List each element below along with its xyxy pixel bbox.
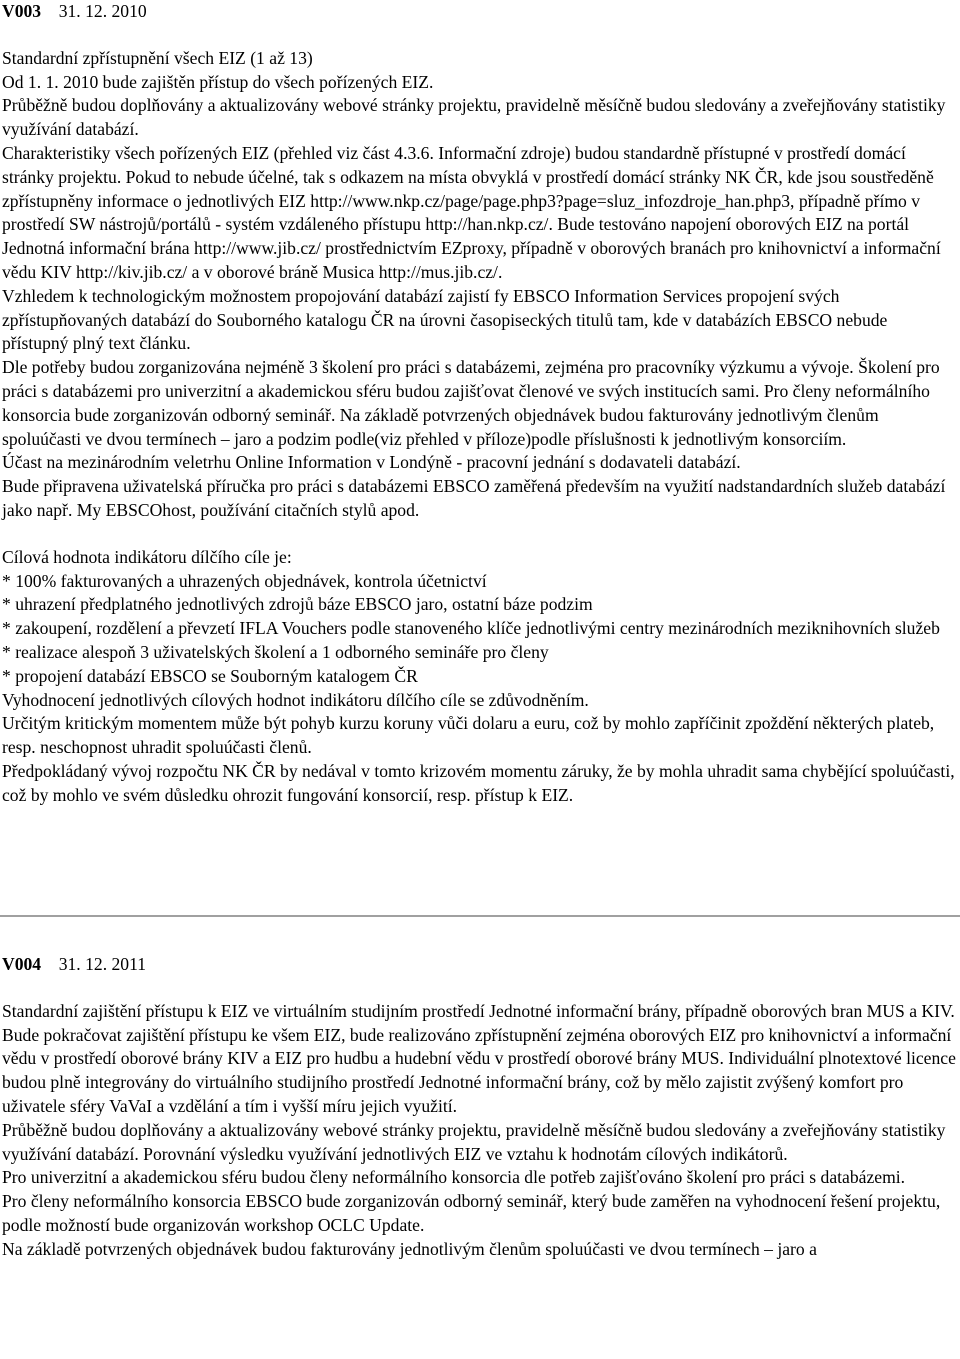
paragraph: Vzhledem k technologickým možnostem propojování databází zajistí fy EBSCO Information Services propojení svých zpřístupňovaných databází do Souborného katalogu ČR na úrovni časopiseckých titulů tam, kde v databázích EBSCO nebude přístupný plný text článku. — [2, 285, 888, 354]
indicator-item: * propojení databází EBSCO se Souborným katalogem ČR — [2, 665, 418, 686]
paragraph-group — [2, 47, 958, 523]
paragraph: Na základě potvrzených objednávek budou fakturovány jednotlivým členům spoluúčasti ve dvou termínech – jaro a — [2, 1238, 817, 1259]
section-date: 31. 12. 2010 — [58, 1, 147, 21]
section-code: V004 — [2, 954, 42, 974]
paragraph: Bude připravena uživatelská příručka pro práci s databázemi EBSCO zaměřená především na využití nadstandardních služeb databází jako např. My EBSCOhost, používání citačních stylů apod. — [2, 476, 946, 520]
indicator-item: * 100% fakturovaných a uhrazených objednávek, kontrola účetnictví — [2, 570, 487, 591]
section-heading — [2, 953, 958, 977]
section-divider — [0, 915, 960, 917]
section-date: 31. 12. 2011 — [58, 954, 147, 974]
paragraph: Účast na mezinárodním veletrhu Online Information v Londýně - pracovní jednání s dodavateli databází. — [2, 452, 741, 473]
paragraph: Určitým kritickým momentem může být pohyb kurzu koruny vůči dolaru a euru, což by mohlo zapříčinit zpoždění některých plateb, resp. neschopnost uhradit spoluúčasti členů. — [2, 713, 935, 758]
paragraph: Bude pokračovat zajištění přístupu ke všem EIZ, bude realizováno zpřístupnění zejména oborových EIZ pro knihovnictví a informační vědu v prostředí oborové brány KIV a EIZ pro hudbu a hudební vědu v prostředí oborové brány MUS. Individuální plnotextové licence budou plně integrovány do virtuálního studijního prostředí Jednotné informační brány, což by mělo zajistit zvýšený komfort pro uživatele sféry VaVaI a vzdělání a tím i vyšší míru jejich využití. — [2, 1024, 956, 1116]
indicator-heading: Cílová hodnota indikátoru dílčího cíle je: — [2, 546, 292, 567]
section-v003 — [2, 0, 958, 808]
indicator-item: * realizace alespoň 3 uživatelských školení a 1 odborného semináře pro členy — [2, 641, 549, 662]
paragraph: Průběžně budou doplňovány a aktualizovány webové stránky projektu, pravidelně měsíčně budou sledovány a zveřejňovány statistiky využívání databází. — [2, 95, 946, 140]
paragraph: Průběžně budou doplňovány a aktualizovány webové stránky projektu, pravidelně měsíčně budou sledovány a zveřejňovány statistiky využívání databází. Porovnání výsledku využívání jednotlivých EIZ ve vztahu k hodnotám cílových indikátorů. — [2, 1119, 946, 1164]
paragraph: Předpokládaný vývoj rozpočtu NK ČR by nedával v tomto krizovém momentu záruky, že by mohla uhradit sama chybějící spoluúčasti, což by mohlo ve svém důsledku ohrozit fungování konsorcií, resp. přístup k EIZ. — [2, 760, 955, 805]
paragraph: Od 1. 1. 2010 bude zajištěn přístup do všech pořízených EIZ. — [2, 71, 434, 92]
paragraph: Pro členy neformálního konsorcia EBSCO bude zorganizován odborný seminář, který bude zaměřen na vyhodnocení řešení projektu, podle možností bude organizován workshop OCLC Update. — [2, 1191, 941, 1235]
section-v004 — [2, 953, 958, 1262]
indicator-item: * uhrazení předplatného jednotlivých zdrojů báze EBSCO jaro, ostatní báze podzim — [2, 594, 593, 615]
paragraph: Charakteristiky všech pořízených EIZ (přehled viz část 4.3.6. Informační zdroje) budou standardně přístupné v prostředí domácí stránky projektu. Pokud to nebude účelné, tak s odkazem na místa obvyklá v prostředí domácí stránky NK ČR, kde jsou soustředěně zpřístupněny informace o jednotlivých EIZ http://www.nkp.cz/page/page.php3?page=sluz_infozdroje_han.php3, případně přímo v prostředí SW nástrojů/portálů - systém vzdáleného přístupu http://han.nkp.cz/. Bude testováno napojení oborových EIZ na portál Jednotná informační brána http://www.jib.cz/ prostřednictvím EZproxy, případně v oborových branách pro knihovnictví a informační vědu KIV http://kiv.jib.cz/ a v oborové bráně Musica http://mus.jib.cz/. — [2, 142, 941, 282]
paragraph: Dle potřeby budou zorganizována nejméně 3 školení pro práci s databázemi, zejména pro pracovníky výzkumu a vývoje. Školení pro práci s databázemi pro univerzitní a akademickou sféru budou zajišťovat členové ve svých institucích sami. Pro členy neformálního konsorcia bude zorganizován odborný seminář. Na základě potvrzených objednávek budou fakturovány jednotlivým členům spoluúčasti ve dvou termínech – jaro a podzim podle(viz přehled v příloze)podle příslušnosti k jednotlivým konsorciím. — [2, 357, 940, 449]
paragraph: Standardní zajištění přístupu k EIZ ve virtuálním studijním prostředí Jednotné informační brány, případně oborových bran MUS a KIV. — [2, 1000, 955, 1021]
paragraph-group — [2, 1000, 958, 1262]
section-heading — [2, 0, 958, 24]
paragraph: Vyhodnocení jednotlivých cílových hodnot indikátoru dílčího cíle se zdůvodněním. — [2, 689, 589, 710]
paragraph: Pro univerzitní a akademickou sféru budou členy neformálního konsorcia dle potřeb zajišťováno školení pro práci s databázemi. — [2, 1167, 906, 1188]
section-code: V003 — [2, 1, 42, 21]
indicator-item: * zakoupení, rozdělení a převzetí IFLA Vouchers podle stanoveného klíče jednotlivými centry mezinárodních meziknihovních služeb — [2, 618, 940, 639]
indicator-group — [2, 546, 958, 808]
paragraph: Standardní zpřístupnění všech EIZ (1 až 13) — [2, 47, 313, 68]
